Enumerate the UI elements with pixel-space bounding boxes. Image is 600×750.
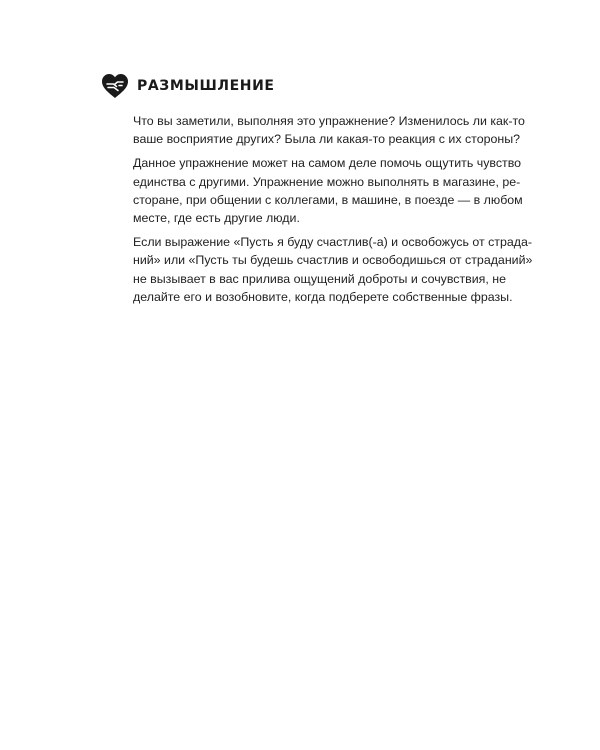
section-header [101,70,275,102]
text-line: месте, где есть другие люди. [133,211,300,226]
text-line: сторане, при общении с коллегами, в машине, в поезде — в любом [133,192,523,207]
text-line: ний» или «Пусть ты будешь счастлив и освободишься от страданий» [133,253,533,268]
text-line: Что вы заметили, выполняя это упражнение? Изменилось ли как-то [133,114,525,128]
text-line: не вызывает в вас прилива ощущений доброты и сочувствия, не [133,271,506,286]
paragraph-phrases [133,233,533,306]
text-line: единства с другими. Упражнение можно выполнять в магазине, ре- [133,174,521,189]
text-line: ваше восприятие других? Была ли какая-то реакция с их стороны? [133,132,521,147]
paragraph-reflection-questions [133,112,525,148]
text-line: Если выражение «Пусть я буду счастлив(-а) и освобожусь от страда- [133,235,533,250]
text-line: Данное упражнение может на самом деле помочь ощутить чувство [133,156,522,171]
body-text [133,112,533,312]
heart-hands-icon [101,73,129,99]
paragraph-unity [133,154,523,227]
text-line: делайте его и возобновите, когда подберете собственные фразы. [133,289,513,304]
section-title: РАЗМЫШЛЕНИЕ [137,78,275,94]
